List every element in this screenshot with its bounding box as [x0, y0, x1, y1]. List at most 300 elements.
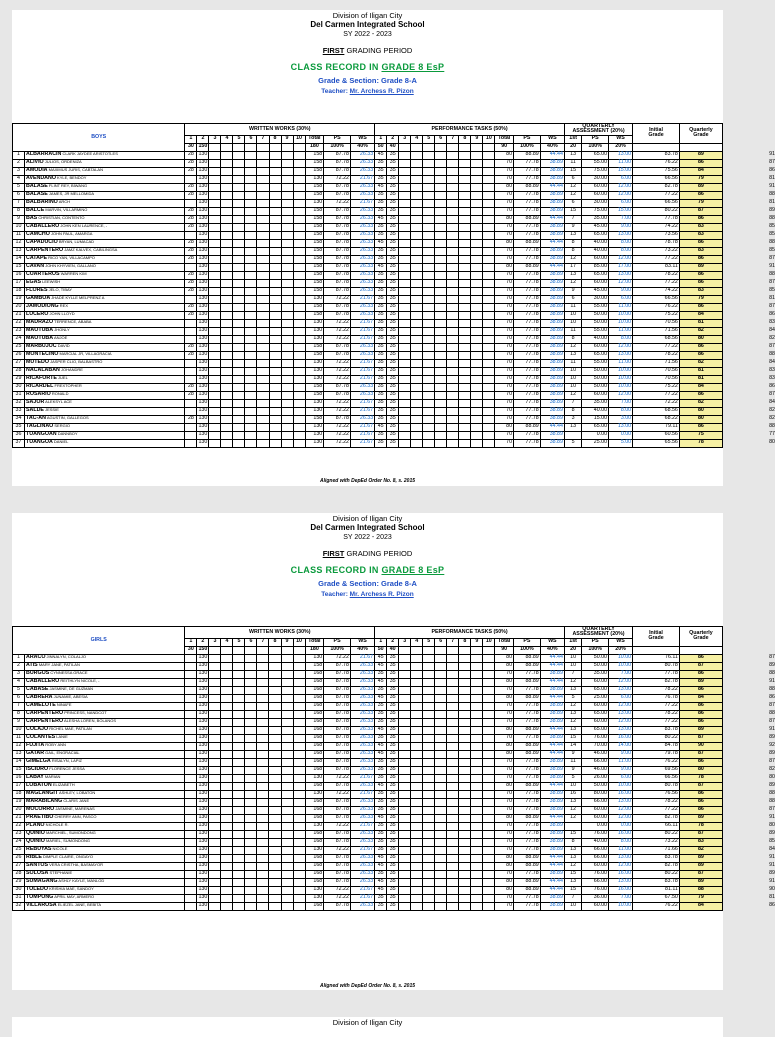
ww-ws: 26.33	[350, 726, 374, 734]
pt-score	[411, 199, 423, 207]
ww-total: 168	[305, 902, 324, 910]
qa-ws: 15.00	[609, 207, 633, 215]
pt-ps: 77.78	[514, 199, 541, 207]
pt-score	[483, 790, 495, 798]
pt-score	[471, 319, 483, 327]
ww-ps: 87.78	[324, 862, 351, 870]
pt-score	[483, 151, 495, 159]
ww-ps: 87.78	[324, 766, 351, 774]
student-row	[13, 686, 723, 694]
ww-ws: 21.67	[350, 439, 374, 447]
qa-ws: 7.00	[609, 894, 633, 902]
pt-score	[447, 287, 459, 295]
ww-score: 28	[185, 223, 197, 231]
qa-score: 12	[564, 279, 581, 287]
ww-score	[209, 255, 221, 263]
ww-score	[257, 303, 269, 311]
pt-score: 35	[375, 255, 387, 263]
ww-ps: 87.78	[324, 151, 351, 159]
ww-score: 130	[198, 854, 208, 861]
ww-score	[221, 742, 233, 750]
pt-score	[423, 271, 435, 279]
pt-total: 80	[495, 750, 514, 758]
pt-score: 35	[375, 391, 387, 399]
pt-score: 35	[387, 287, 399, 295]
student-number: 14	[13, 758, 25, 766]
ww-score: 130	[198, 343, 208, 350]
ww-total: 130	[305, 359, 324, 367]
hps-cell: 30	[185, 646, 197, 654]
pt-score	[399, 367, 411, 375]
ww-score	[293, 862, 305, 870]
ww-score	[245, 295, 257, 303]
ww-score	[281, 175, 293, 183]
initial-grade: 60.56	[633, 431, 680, 439]
pt-score	[447, 431, 459, 439]
quarterly-grade: 86	[679, 391, 722, 399]
ww-score	[233, 159, 245, 167]
initial-grade: 77.78	[633, 215, 680, 223]
ww-score	[281, 854, 293, 862]
qa-ws: 13.00	[609, 726, 633, 734]
pt-score	[447, 870, 459, 878]
student-row	[13, 399, 723, 407]
student-row	[13, 367, 723, 375]
ww-ws: 21.67	[350, 822, 374, 830]
qa-ps: 60.00	[582, 391, 609, 399]
ww-score	[269, 231, 281, 239]
qa-ws: 6.00	[609, 295, 633, 303]
quarterly-grade: 84	[679, 383, 722, 391]
pt-score	[423, 167, 435, 175]
ww-score: 130	[198, 702, 208, 709]
ww-ws: 26.33	[350, 694, 374, 702]
ww-score	[233, 766, 245, 774]
qa-score: 10	[564, 319, 581, 327]
ww-score	[269, 431, 281, 439]
student-name: RICAFORTE JUEL	[25, 375, 185, 383]
ww-ps: 87.78	[324, 231, 351, 239]
pt-ps: 77.78	[514, 311, 541, 319]
pt-score	[435, 199, 447, 207]
side-grade: 87	[769, 702, 775, 708]
ww-score	[233, 383, 245, 391]
student-number: 24	[13, 335, 25, 343]
qa-score: 17	[564, 263, 581, 271]
ww-ws: 26.33	[350, 415, 374, 423]
qa-ps: 50.00	[582, 782, 609, 790]
pt-score	[435, 223, 447, 231]
hps-cell	[293, 143, 305, 151]
ww-score	[293, 439, 305, 447]
pt-score: 45	[375, 694, 387, 702]
ww-score	[293, 886, 305, 894]
qa-ws: 10.00	[609, 902, 633, 910]
pt-ps: 77.78	[514, 343, 541, 351]
pt-score: 35	[387, 854, 399, 862]
pt-score: 45	[375, 782, 387, 790]
ww-score	[281, 830, 293, 838]
ww-total: 168	[305, 766, 324, 774]
pt-ws: 44.44	[540, 726, 564, 734]
student-row	[13, 231, 723, 239]
pt-score	[471, 439, 483, 447]
ww-ws: 26.33	[350, 662, 374, 670]
ww-ws: 26.33	[350, 183, 374, 191]
student-row	[13, 439, 723, 447]
ww-score	[281, 734, 293, 742]
ww-score	[233, 167, 245, 175]
student-number: 2	[13, 662, 25, 670]
pt-score	[483, 223, 495, 231]
ww-score	[245, 199, 257, 207]
pt-score: 35	[375, 734, 387, 742]
hps-cell	[447, 646, 459, 654]
ww-score	[293, 822, 305, 830]
student-number: 29	[13, 375, 25, 383]
student-row	[13, 830, 723, 838]
pt-score	[435, 191, 447, 199]
ww-score	[245, 439, 257, 447]
student-number: 19	[13, 295, 25, 303]
ww-score	[209, 327, 221, 335]
pt-score	[423, 223, 435, 231]
pt-score	[399, 710, 411, 718]
pt-score: 35	[375, 303, 387, 311]
pt-score: 35	[375, 247, 387, 255]
ww-score	[245, 766, 257, 774]
ww-number-cell: 1	[185, 135, 197, 143]
pt-score	[435, 311, 447, 319]
pt-score: 35	[375, 159, 387, 167]
side-grade: 87	[769, 391, 775, 397]
ww-score	[221, 199, 233, 207]
pt-score	[483, 351, 495, 359]
pt-score: 35	[375, 870, 387, 878]
pt-score	[435, 758, 447, 766]
pt-score	[435, 407, 447, 415]
ww-total: 158	[305, 191, 324, 199]
pt-score	[459, 670, 471, 678]
quarterly-grade: 87	[679, 734, 722, 742]
student-name: AVENDANO KYLE, BENDOY	[25, 175, 185, 183]
pt-score: 35	[387, 846, 399, 854]
ww-ps: 87.78	[324, 239, 351, 247]
pt-score: 35	[387, 694, 399, 702]
ww-ws: 21.67	[350, 431, 374, 439]
qa-score: 13	[564, 686, 581, 694]
pt-score: 35	[375, 279, 387, 287]
pt-number-cell: 4	[411, 638, 423, 646]
pt-score	[447, 654, 459, 662]
student-row	[13, 734, 723, 742]
pt-ws: 38.89	[540, 407, 564, 415]
pt-ws: 38.89	[540, 175, 564, 183]
pt-number-cell: 1	[375, 135, 387, 143]
student-name: BALBARINO ARCH	[25, 199, 185, 207]
qa-ws: 16.00	[609, 734, 633, 742]
pt-ps: 77.78	[514, 431, 541, 439]
ww-ws: 26.33	[350, 710, 374, 718]
ww-score: 28	[185, 351, 197, 359]
pt-ps: 77.78	[514, 798, 541, 806]
student-row	[13, 790, 723, 798]
student-number: 32	[13, 399, 25, 407]
pt-score	[411, 327, 423, 335]
pt-score: 35	[387, 814, 399, 822]
student-number: 16	[13, 774, 25, 782]
initial-grade: 79.11	[633, 423, 680, 431]
pt-score	[447, 846, 459, 854]
ww-score	[245, 367, 257, 375]
hps-cell	[399, 646, 411, 654]
student-row	[13, 886, 723, 894]
pt-ws-header: WS	[540, 135, 564, 143]
pt-score	[411, 407, 423, 415]
initial-grade: 82.78	[633, 814, 680, 822]
ww-score	[209, 335, 221, 343]
pt-score	[483, 327, 495, 335]
ww-score: 28	[185, 183, 197, 191]
ww-score	[209, 439, 221, 447]
ww-ps-header: PS	[324, 638, 351, 646]
pt-score	[483, 670, 495, 678]
ww-score	[221, 822, 233, 830]
ww-score	[257, 359, 269, 367]
initial-grade: 78.22	[633, 271, 680, 279]
ww-score	[269, 423, 281, 431]
ww-score: 130	[198, 710, 208, 717]
pt-score: 35	[387, 191, 399, 199]
qa-score: 15	[564, 870, 581, 878]
ww-score	[257, 846, 269, 854]
ww-number-cell: 9	[281, 135, 293, 143]
ww-score	[221, 391, 233, 399]
ww-score	[221, 846, 233, 854]
pt-score	[459, 678, 471, 686]
pt-header: PERFORMANCE TASKS (50%)	[375, 124, 565, 136]
quarterly-grade: 86	[679, 670, 722, 678]
qa-ps: 85.00	[582, 263, 609, 271]
pt-score	[423, 774, 435, 782]
student-row	[13, 718, 723, 726]
quarterly-grade: 82	[679, 846, 722, 854]
pt-score	[423, 183, 435, 191]
qa-ws: 12.00	[609, 862, 633, 870]
quarterly-grade: 84	[679, 311, 722, 319]
initial-grade: 73.22	[633, 838, 680, 846]
ww-score	[233, 862, 245, 870]
ww-score	[245, 399, 257, 407]
pt-score	[471, 191, 483, 199]
pt-score	[423, 319, 435, 327]
side-grade: 89	[769, 207, 775, 213]
pt-score: 35	[387, 662, 399, 670]
quarterly-grade: 87	[679, 662, 722, 670]
student-name: CAPADUCIO BRYAN, LUMACAD	[25, 239, 185, 247]
ww-score	[233, 191, 245, 199]
ww-score	[221, 886, 233, 894]
pt-score: 35	[387, 271, 399, 279]
qa-score: 5	[564, 439, 581, 447]
quarterly-grade: 78	[679, 822, 722, 830]
student-number: 27	[13, 359, 25, 367]
ww-score	[293, 231, 305, 239]
student-name: MAGLANGIT ASHLEY, LOBATON	[25, 790, 185, 798]
qa-ps: 30.00	[582, 175, 609, 183]
ww-score: 28	[185, 343, 197, 351]
pt-score	[423, 191, 435, 199]
pt-score	[423, 247, 435, 255]
quarterly-grade: 86	[679, 159, 722, 167]
qa-score: 6	[564, 295, 581, 303]
qa-score: 6	[564, 199, 581, 207]
pt-total: 70	[495, 279, 514, 287]
pt-score	[447, 678, 459, 686]
pt-score	[435, 886, 447, 894]
ww-score	[209, 223, 221, 231]
pt-score	[423, 303, 435, 311]
pt-total: 70	[495, 846, 514, 854]
pt-score	[483, 830, 495, 838]
qa-ws: 11.00	[609, 846, 633, 854]
pt-score	[423, 766, 435, 774]
pt-score: 35	[375, 766, 387, 774]
ww-ps: 87.78	[324, 391, 351, 399]
qa-score: 13	[564, 151, 581, 159]
pt-ws: 38.89	[540, 822, 564, 830]
pt-number-cell: 1	[375, 638, 387, 646]
pt-score	[447, 886, 459, 894]
ww-score: 130	[198, 822, 208, 829]
pt-score	[483, 263, 495, 271]
pt-ps: 88.89	[514, 742, 541, 750]
pt-score: 35	[387, 710, 399, 718]
student-name: MAOTUBA ANJOE	[25, 335, 185, 343]
initial-grade: 76.22	[633, 902, 680, 910]
pt-score	[411, 183, 423, 191]
pt-number-cell: 7	[447, 135, 459, 143]
pt-score	[411, 303, 423, 311]
ww-score	[257, 854, 269, 862]
pt-score: 35	[375, 846, 387, 854]
quarterly-grade: 86	[679, 718, 722, 726]
pt-score: 35	[387, 718, 399, 726]
initial-grade: 83.11	[633, 263, 680, 271]
qa-ps: 55.00	[582, 359, 609, 367]
pt-score	[483, 662, 495, 670]
pt-score	[483, 271, 495, 279]
pt-ps: 77.78	[514, 686, 541, 694]
ww-score: 28	[185, 271, 197, 279]
pt-score	[423, 311, 435, 319]
ww-score	[269, 694, 281, 702]
pt-score	[399, 790, 411, 798]
ww-score	[293, 750, 305, 758]
ww-score	[293, 167, 305, 175]
ww-score	[281, 223, 293, 231]
quarterly-grade: 86	[679, 798, 722, 806]
pt-score	[471, 415, 483, 423]
qa-ws: 12.00	[609, 191, 633, 199]
pt-ws: 44.44	[540, 423, 564, 431]
ww-ws: 26.33	[350, 750, 374, 758]
ww-score	[233, 782, 245, 790]
pt-score	[483, 822, 495, 830]
initial-grade: 76.11	[633, 654, 680, 662]
pt-score	[459, 734, 471, 742]
initial-grade: 75.56	[633, 167, 680, 175]
ww-score	[281, 894, 293, 902]
qa-score: 9	[564, 287, 581, 295]
pt-score	[483, 870, 495, 878]
hps-cell	[209, 646, 221, 654]
ww-total: 130	[305, 335, 324, 343]
side-grade: 82	[769, 335, 775, 341]
ww-score	[281, 822, 293, 830]
ww-score	[209, 279, 221, 287]
ww-score	[269, 319, 281, 327]
qa-ws: 7.00	[609, 215, 633, 223]
pt-score	[471, 694, 483, 702]
student-row	[13, 151, 723, 159]
student-row	[13, 766, 723, 774]
pt-score: 35	[375, 702, 387, 710]
pt-score	[435, 822, 447, 830]
qa-ps: 76.00	[582, 734, 609, 742]
qa-ws-header: WS	[609, 638, 633, 646]
pt-score: 35	[387, 439, 399, 447]
pt-score	[435, 439, 447, 447]
pt-ws: 38.89	[540, 271, 564, 279]
ww-total: 168	[305, 838, 324, 846]
pt-ws: 44.44	[540, 263, 564, 271]
school-year: SY 2022 - 2023	[343, 533, 392, 541]
ww-score	[269, 407, 281, 415]
pt-score	[423, 838, 435, 846]
ww-score	[185, 295, 197, 303]
ww-score	[221, 854, 233, 862]
pt-ps-header: PS	[514, 135, 541, 143]
qa-ps: 65.00	[582, 151, 609, 159]
ww-ps: 72.22	[324, 894, 351, 902]
qa-ps: 40.00	[582, 407, 609, 415]
ww-score	[269, 854, 281, 862]
pt-score	[483, 894, 495, 902]
ww-score	[293, 295, 305, 303]
pt-score	[423, 902, 435, 910]
side-grade: 88	[769, 191, 775, 197]
pt-score	[435, 710, 447, 718]
ww-score	[281, 886, 293, 894]
ww-ps: 72.22	[324, 423, 351, 431]
initial-grade: 73.56	[633, 231, 680, 239]
ww-ps: 87.78	[324, 223, 351, 231]
qa-score: 11	[564, 159, 581, 167]
quarterly-grade: 89	[679, 878, 722, 886]
ww-score	[209, 878, 221, 886]
qa-ws: 10.00	[609, 383, 633, 391]
ww-score	[293, 854, 305, 862]
pt-score	[483, 239, 495, 247]
ww-score	[257, 894, 269, 902]
student-row	[13, 870, 723, 878]
ww-score	[233, 287, 245, 295]
pt-score: 35	[375, 191, 387, 199]
pt-score	[411, 830, 423, 838]
ww-ws: 21.67	[350, 295, 374, 303]
initial-grade: 66.56	[633, 774, 680, 782]
